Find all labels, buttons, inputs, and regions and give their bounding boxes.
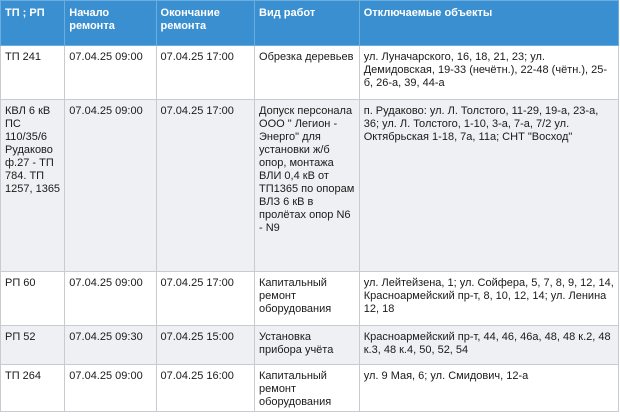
cell-end: 07.04.25 17:00 (156, 100, 255, 272)
cell-work-type: Установка прибора учёта (255, 326, 360, 365)
cell-end: 07.04.25 17:00 (156, 46, 255, 100)
cell-substation: РП 52 (1, 326, 65, 365)
cell-objects: Красноармейский пр-т, 44, 46, 46а, 48, 48 к.2, 48 к.3, 48 к.4, 50, 52, 54 (359, 326, 618, 365)
table-row (1, 46, 619, 100)
cell-substation: ТП 264 (1, 365, 65, 412)
cell-substation: РП 60 (1, 272, 65, 326)
cell-start: 07.04.25 09:00 (65, 46, 156, 100)
cell-start: 07.04.25 09:30 (65, 326, 156, 365)
header-work-type: Вид работ (255, 1, 360, 46)
header-substation: ТП ; РП (1, 1, 65, 46)
cell-objects: ул. Луначарского, 16, 18, 21, 23; ул. Демидовская, 19-33 (нечётн.), 22-48 (чётн.), 25-б, 26-а, 39, 44-а (359, 46, 618, 100)
cell-work-type: Капитальный ремонт оборудования (255, 365, 360, 412)
table-header-row (1, 1, 619, 46)
header-start: Начало ремонта (65, 1, 156, 46)
cell-end: 07.04.25 17:00 (156, 272, 255, 326)
cell-start: 07.04.25 09:00 (65, 365, 156, 412)
cell-start: 07.04.25 09:00 (65, 100, 156, 272)
table-row (1, 365, 619, 412)
cell-start: 07.04.25 09:00 (65, 272, 156, 326)
table-row (1, 100, 619, 272)
cell-end: 07.04.25 15:00 (156, 326, 255, 365)
header-end: Окончание ремонта (156, 1, 255, 46)
table-row (1, 272, 619, 326)
cell-end: 07.04.25 16:00 (156, 365, 255, 412)
cell-substation: ТП 241 (1, 46, 65, 100)
cell-work-type: Обрезка деревьев (255, 46, 360, 100)
cell-objects: п. Рудаково: ул. Л. Толстого, 11-29, 19-а, 23-а, 36; ул. Л. Толстого, 1-10, 3-а, 7-а, 7/2 ул. Октябрьская 1-18, 7а, 11а; СНТ "Восход" (359, 100, 618, 272)
cell-work-type: Допуск персонала ООО " Легион - Энерго" для установки ж/б опор, монтажа ВЛИ 0,4 кВ от ТП1365 по опорам ВЛЗ 6 кВ в пролётах опор N6 - N9 (255, 100, 360, 272)
cell-work-type: Капитальный ремонт оборудования (255, 272, 360, 326)
cell-objects: ул. 9 Мая, 6; ул. Смидович, 12-а (359, 365, 618, 412)
cell-objects: ул. Лейтейзена, 1; ул. Сойфера, 5, 7, 8, 9, 12, 14, Красноармейский пр-т, 8, 10, 12, 14; ул. Ленина 12, 18 (359, 272, 618, 326)
header-objects: Отключаемые объекты (359, 1, 618, 46)
table-row (1, 326, 619, 365)
cell-substation: КВЛ 6 кВ ПС 110/35/6 Рудаково ф.27 - ТП 784. ТП 1257, 1365 (1, 100, 65, 272)
